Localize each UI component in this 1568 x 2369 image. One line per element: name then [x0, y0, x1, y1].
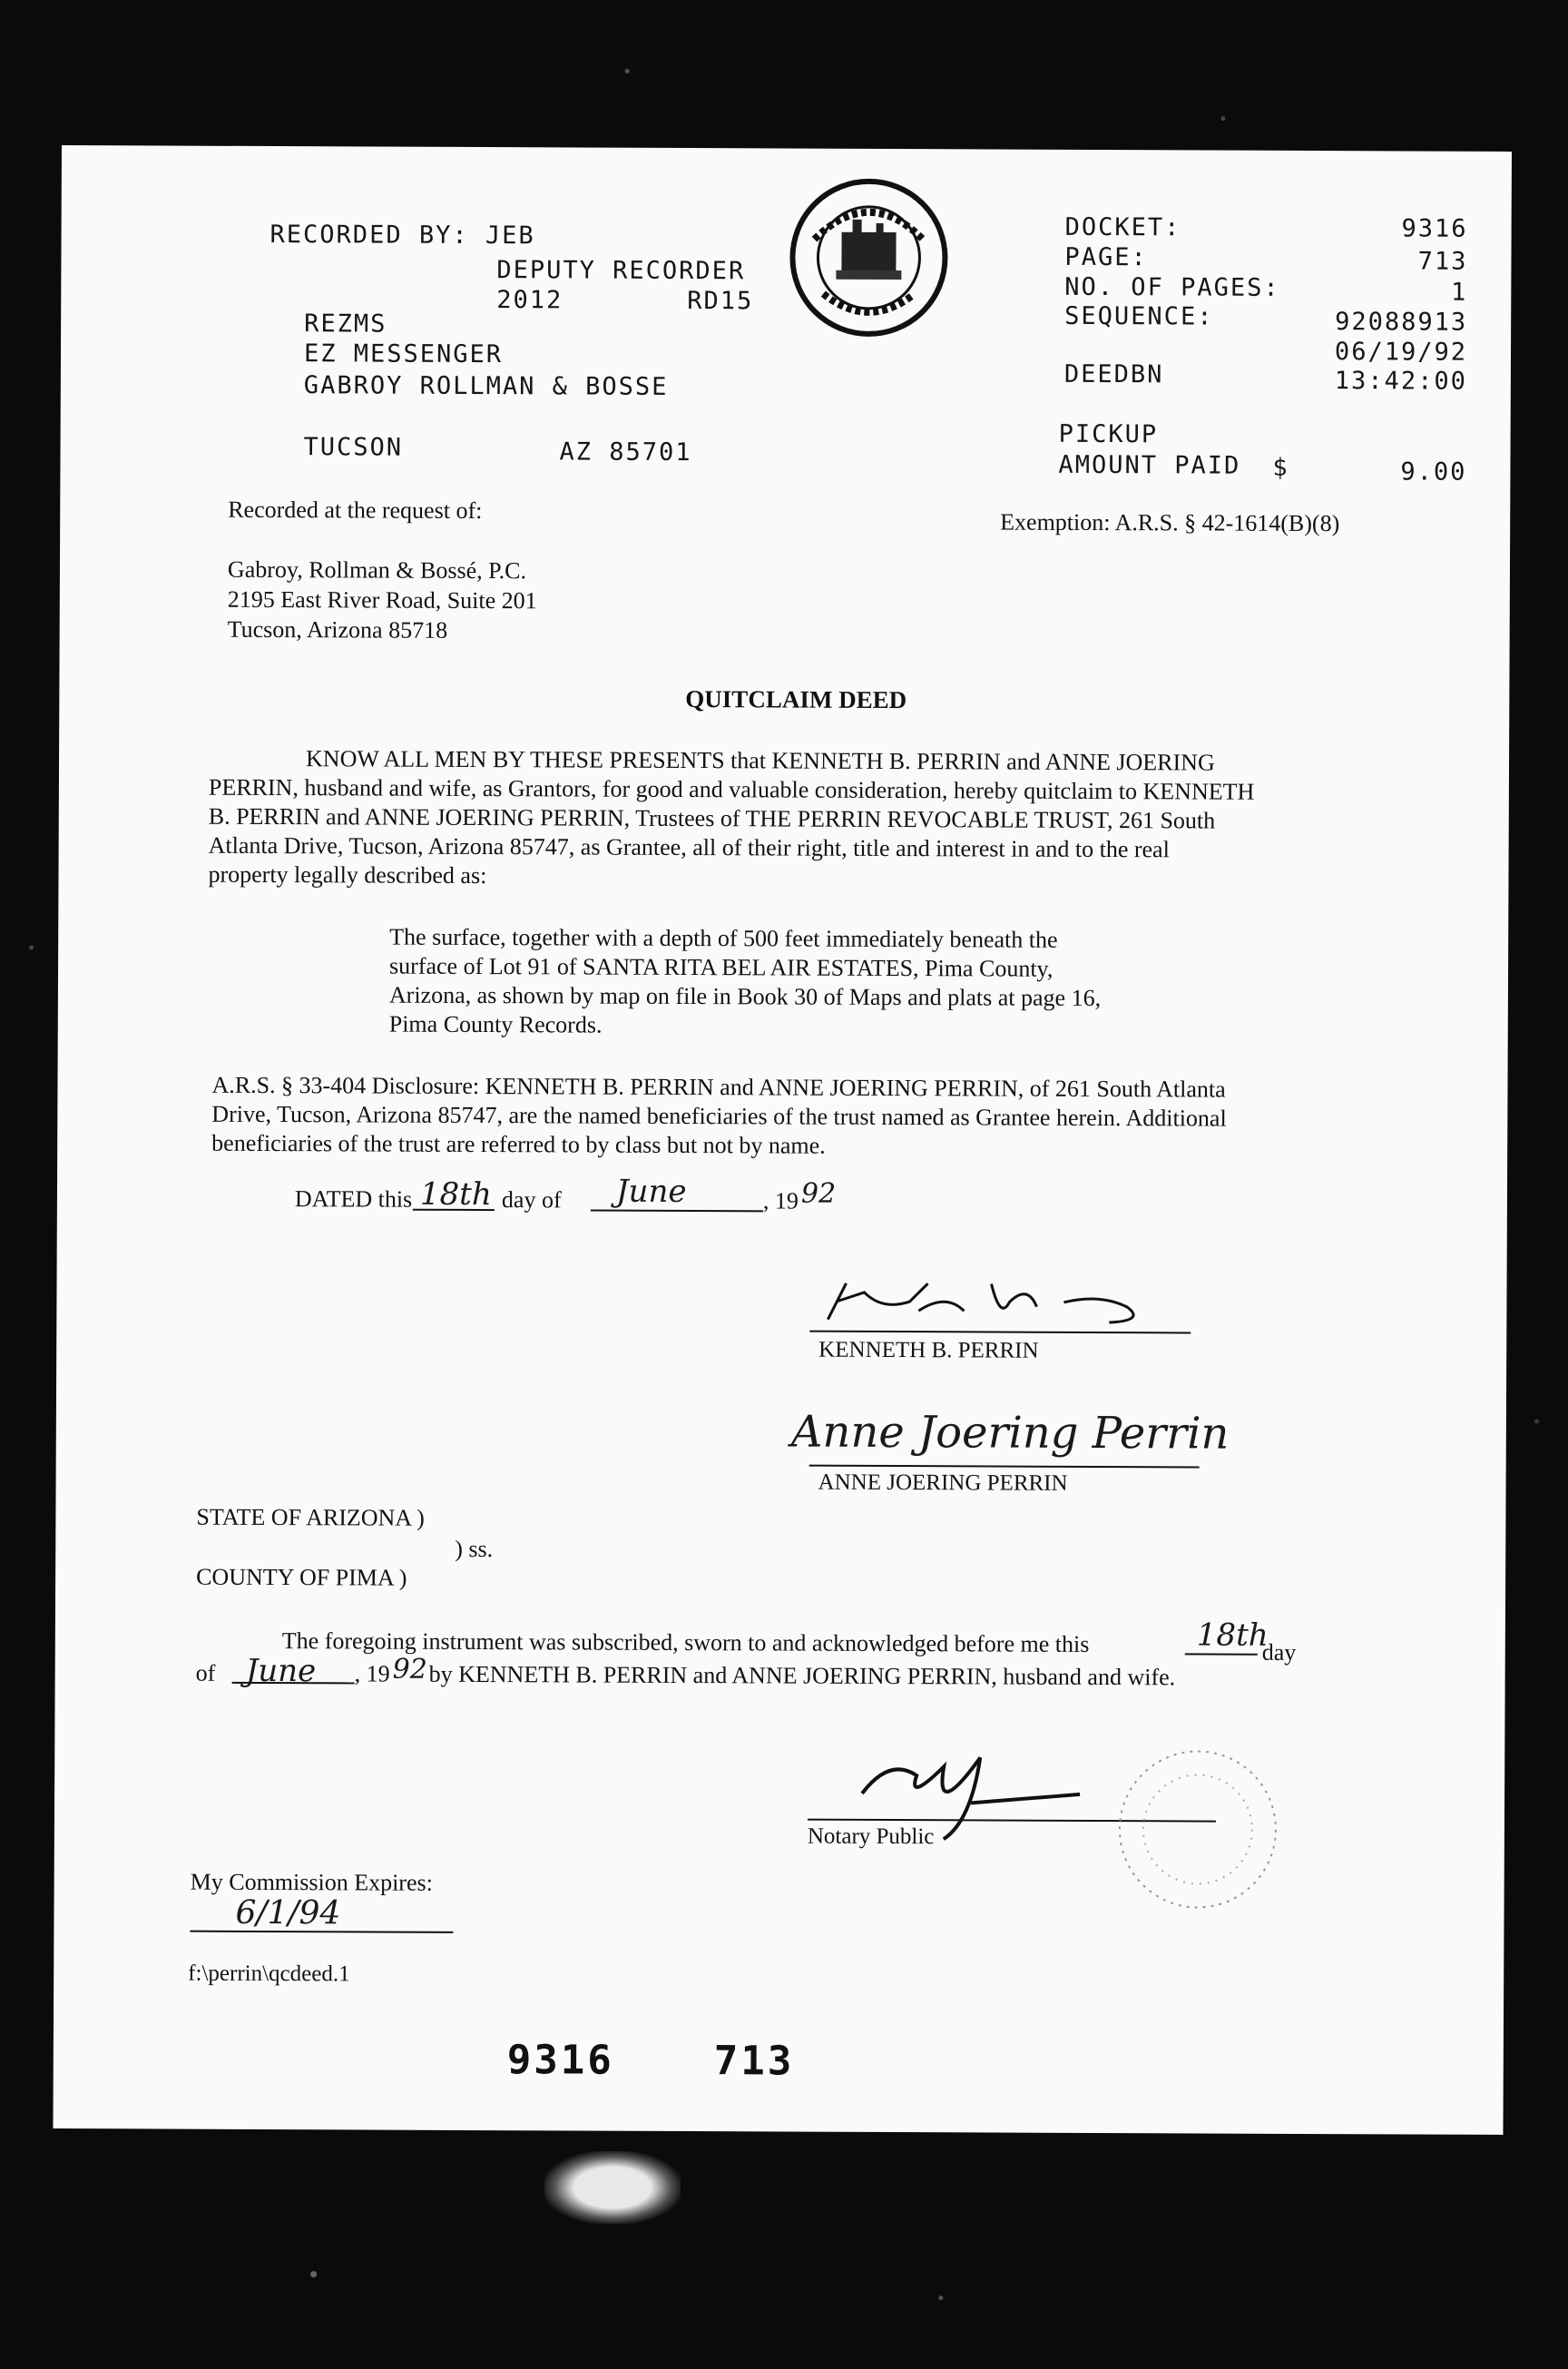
notary-month-handwritten: June — [245, 1652, 317, 1690]
notary-day-handwritten: 18th — [1196, 1617, 1269, 1654]
notary-year-prefix: , 19 — [354, 1660, 390, 1687]
notary-day-underline — [1185, 1653, 1258, 1655]
anne-printed-name: ANNE JOERING PERRIN — [818, 1470, 1068, 1496]
anne-signature-line — [809, 1465, 1200, 1469]
docket-label: DOCKET: — [1064, 212, 1181, 242]
record-time: 13:42:00 — [1334, 367, 1467, 396]
kenneth-printed-name: KENNETH B. PERRIN — [818, 1337, 1039, 1363]
deed-body-line4: Atlanta Drive, Tucson, Arizona 85747, as Grantee, all of their right, title and interest in and to the real — [208, 831, 1170, 863]
request-address-line2: 2195 East River Road, Suite 201 — [227, 585, 537, 614]
notary-of: of — [195, 1659, 216, 1686]
notary-ack-line2: by KENNETH B. PERRIN and ANNE JOERING PERRIN, husband and wife. — [428, 1660, 1176, 1691]
deputy-recorder: DEPUTY RECORDER — [496, 256, 746, 286]
request-label: Recorded at the request of: — [228, 496, 483, 525]
page-number: 713 — [713, 2038, 795, 2085]
scan-smudge — [544, 2151, 681, 2224]
legal-description-line2: surface of Lot 91 of SANTA RITA BEL AIR ESTATES, Pima County, — [388, 952, 1054, 982]
kenneth-signature-icon — [809, 1265, 1191, 1340]
docket-value: 9316 — [1401, 214, 1468, 243]
deed-body-line3: B. PERRIN and ANNE JOERING PERRIN, Trustees of THE PERRIN REVOCABLE TRUST, 261 South — [208, 802, 1216, 834]
recorder-code-left: 2012 — [496, 286, 564, 315]
recorder-code-right: RD15 — [687, 287, 754, 316]
notary-county: COUNTY OF PIMA ) — [196, 1563, 407, 1591]
dated-year-prefix: , 19 — [762, 1187, 799, 1214]
notary-ack-line1: The foregoing instrument was subscribed, sworn to and acknowledged before me this — [281, 1627, 1090, 1657]
amount-paid-value: 9.00 — [1400, 457, 1467, 487]
request-address-line3: Tucson, Arizona 85718 — [227, 615, 448, 644]
pages-count-label: NO. OF PAGES: — [1064, 272, 1280, 302]
messenger-name: EZ MESSENGER — [303, 339, 504, 369]
recording-state-zip: AZ 85701 — [559, 437, 692, 467]
disclosure-line1: A.R.S. § 33-404 Disclosure: KENNETH B. PERRIN and ANNE JOERING PERRIN, of 261 South Atlanta — [211, 1071, 1226, 1103]
notary-ss: ) ss. — [455, 1535, 494, 1563]
sequence-value: 92088913 — [1335, 308, 1468, 337]
pages-count-value: 1 — [1450, 278, 1468, 307]
recorded-by-value: JEB — [485, 221, 535, 251]
notary-day-suffix: day — [1261, 1638, 1297, 1666]
deed-body-line5: property legally described as: — [208, 860, 487, 890]
notary-seal-icon — [1106, 1738, 1289, 1921]
notary-public-label: Notary Public — [807, 1823, 935, 1850]
record-date: 06/19/92 — [1334, 338, 1468, 367]
amount-currency: $ — [1272, 453, 1289, 482]
disclosure-line2: Drive, Tucson, Arizona 85747, are the named beneficiaries of the trust named as Grantee herein. Additional — [211, 1100, 1227, 1132]
deed-title: QUITCLAIM DEED — [685, 685, 907, 714]
file-path: f:\perrin\qcdeed.1 — [188, 1961, 350, 1987]
dated-day-handwritten: 18th — [419, 1175, 492, 1214]
dated-year-handwritten: 92 — [800, 1177, 837, 1210]
legal-description-line1: The surface, together with a depth of 500 feet immediately beneath the — [389, 923, 1058, 953]
dated-month-handwritten: June — [615, 1173, 687, 1211]
dated-day-of: day of — [501, 1186, 562, 1214]
page-label: PAGE: — [1064, 242, 1148, 272]
sequence-label: SEQUENCE: — [1064, 301, 1214, 331]
notary-state: STATE OF ARIZONA ) — [196, 1503, 425, 1531]
notary-year-handwritten: 92 — [392, 1653, 427, 1686]
deed-body-line2: PERRIN, husband and wife, as Grantors, for good and valuable consideration, hereby quitclaim to KENNETH — [208, 773, 1255, 805]
amount-paid-label: AMOUNT PAID — [1058, 450, 1241, 480]
document-type-code: DEEDBN — [1063, 359, 1164, 389]
firm-name: GABROY ROLLMAN & BOSSE — [303, 371, 669, 401]
dated-prefix: DATED this — [294, 1185, 413, 1213]
anne-signature-handwritten: Anne Joering Perrin — [790, 1406, 1230, 1460]
exemption-note: Exemption: A.R.S. § 42-1614(B)(8) — [1000, 508, 1340, 537]
book-number: 9316 — [506, 2037, 614, 2084]
request-address-line1: Gabroy, Rollman & Bossé, P.C. — [227, 555, 527, 585]
document-page — [53, 145, 1512, 2135]
deed-body-line1: KNOW ALL MEN BY THESE PRESENTS that KENNETH B. PERRIN and ANNE JOERING — [305, 745, 1215, 776]
pima-county-seal-icon — [787, 175, 951, 339]
legal-description-line4: Pima County Records. — [388, 1010, 603, 1038]
recorded-by-label: RECORDED BY: — [270, 221, 469, 250]
legal-description-line3: Arizona, as shown by map on file in Book 30 of Maps and plats at page 16, — [388, 981, 1102, 1012]
rezms-code: REZMS — [304, 310, 387, 339]
recorded-by — [270, 221, 535, 250]
commission-date-handwritten: 6/1/94 — [235, 1893, 341, 1932]
pickup-label: PICKUP — [1058, 419, 1159, 449]
recording-city: TUCSON — [303, 433, 404, 462]
disclosure-line3: beneficiaries of the trust are referred to by class but not by name. — [211, 1129, 826, 1159]
commission-label: My Commission Expires: — [190, 1868, 433, 1896]
page-value: 713 — [1417, 247, 1468, 276]
